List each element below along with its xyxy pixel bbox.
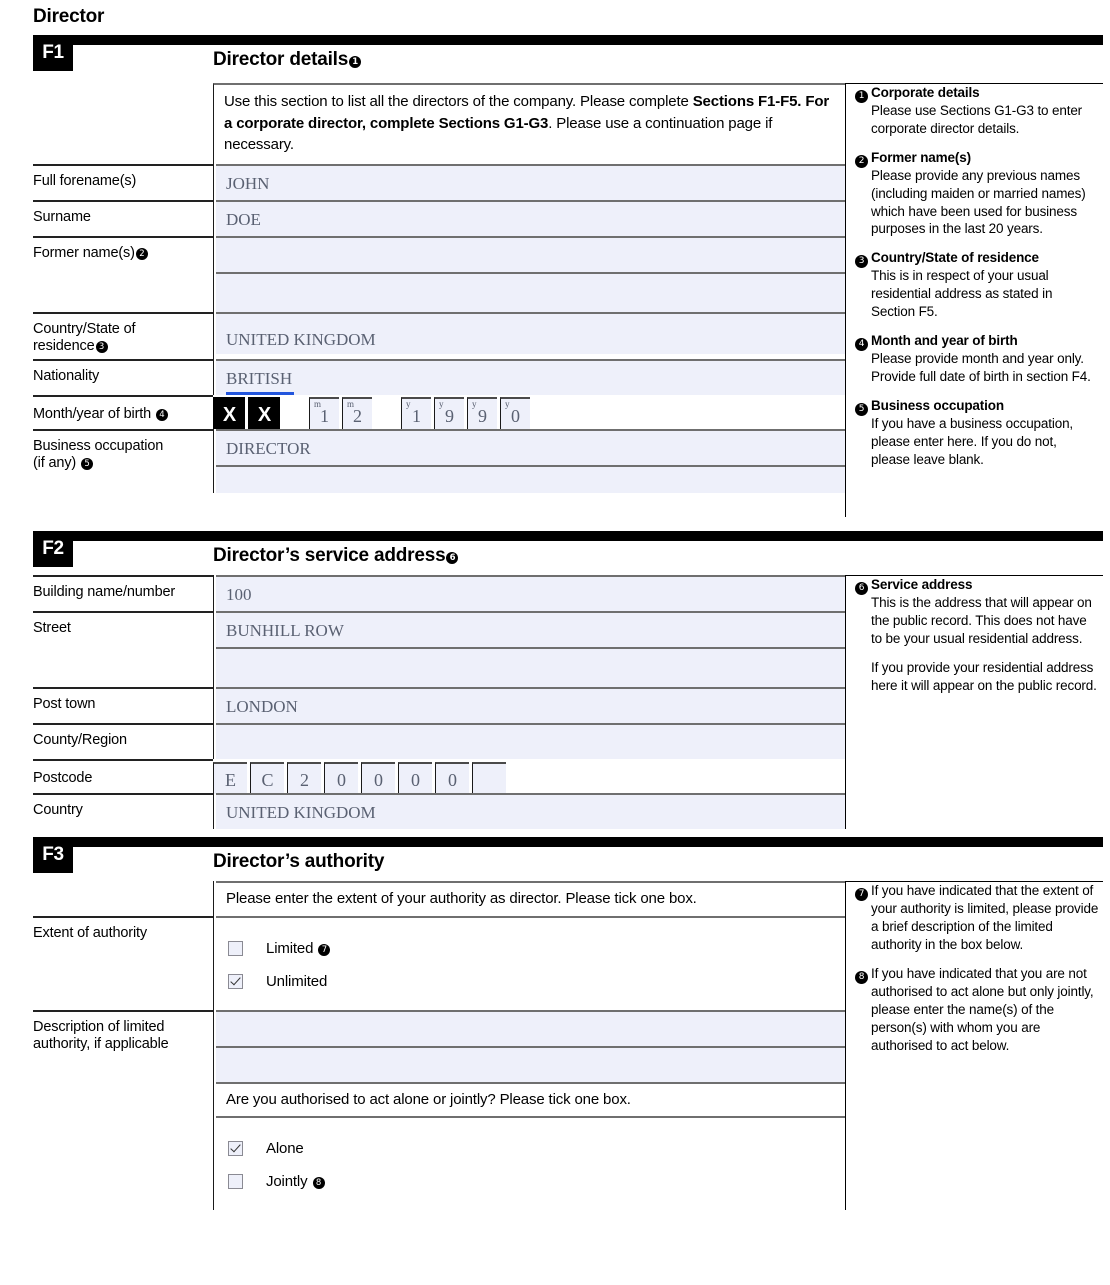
cell-former-names	[213, 236, 845, 312]
note-3	[854, 249, 1099, 321]
input-business-occupation-2[interactable]	[216, 465, 845, 493]
value-business-occupation: DIRECTOR	[226, 439, 311, 459]
label-limited-text: Limited	[266, 939, 314, 957]
row-postcode	[33, 759, 845, 793]
note-7-text: If you have indicated that the extent of your authority is limited, please provide a brief description of the limited authority in the box below.	[871, 883, 1099, 953]
dob-month-sup-2: m	[347, 399, 355, 410]
note-8-marker-cell	[854, 965, 869, 1055]
section-f2-title	[213, 541, 459, 571]
value-full-forenames: JOHN	[226, 174, 270, 194]
dob-year-digit-2: 9	[445, 406, 454, 427]
note-5-body	[869, 397, 1099, 469]
value-country: UNITED KINGDOM	[226, 803, 376, 823]
dob-month-sup-1: m	[314, 399, 322, 410]
note-1	[854, 84, 1099, 138]
dob-year-box-1[interactable]	[401, 397, 431, 429]
note-1-marker-cell	[854, 84, 869, 138]
dob-year-box-3[interactable]	[467, 397, 497, 429]
row-authority-question-1	[33, 881, 845, 916]
section-f3-notes	[845, 881, 1103, 1210]
dob-month-box-1[interactable]	[309, 397, 339, 429]
label-county-region: County/Region	[33, 723, 213, 759]
f1-instruction-text	[213, 83, 845, 164]
option-limited[interactable]	[228, 932, 845, 965]
section-f3-header	[33, 844, 1103, 881]
note-4	[854, 332, 1099, 386]
option-alone[interactable]	[228, 1132, 845, 1165]
note-marker-2-icon: 2	[136, 248, 148, 260]
section-f1-notes	[845, 83, 1103, 517]
label-full-forenames: Full forename(s)	[33, 164, 213, 200]
note-7-body	[869, 882, 1099, 954]
cell-county-region	[213, 723, 845, 759]
extent-options	[216, 916, 845, 1010]
note-marker-4-icon: 4	[156, 409, 168, 421]
label-country-residence-line2: residence	[33, 338, 95, 355]
instruction-label-spacer	[33, 83, 213, 164]
row-surname	[33, 200, 845, 236]
label-spacer-q2	[33, 1082, 213, 1117]
section-f1	[33, 35, 1103, 517]
section-f2-title-text: Director’s service address	[213, 545, 446, 567]
note-1-body	[869, 84, 1099, 138]
note-8-body	[869, 965, 1099, 1055]
input-description-2[interactable]	[216, 1046, 845, 1082]
cell-building	[213, 575, 845, 611]
row-extent-of-authority	[33, 916, 845, 1010]
label-spacer-q1	[33, 881, 213, 916]
cell-country	[213, 793, 845, 829]
note-3-text: This is in respect of your usual residential address as stated in Section F5.	[871, 268, 1053, 320]
label-post-town: Post town	[33, 687, 213, 723]
input-business-occupation-1[interactable]	[216, 429, 845, 465]
label-description-limited-authority	[33, 1010, 213, 1082]
note-6-text: This is the address that will appear on the public record. This does not have to be your usual residential address.	[871, 595, 1092, 647]
dob-redacted-box-2: X	[248, 397, 280, 429]
alone-options	[216, 1116, 845, 1210]
input-former-names-1[interactable]	[216, 236, 845, 272]
label-jointly	[266, 1173, 326, 1190]
note-3-body	[869, 249, 1099, 321]
section-f3-badge: F3	[33, 837, 73, 873]
cell-extent-of-authority	[213, 916, 845, 1010]
section-f1-bar	[33, 35, 1103, 45]
note-2-body	[869, 149, 1099, 239]
row-description-limited-authority	[33, 1010, 845, 1082]
input-building[interactable]	[216, 575, 845, 611]
option-unlimited[interactable]	[228, 965, 845, 998]
note-2-text: Please provide any previous names (including maiden or married names) which have been used for business purposes in the last 20 years.	[871, 167, 1086, 237]
checkbox-alone[interactable]	[228, 1141, 243, 1156]
postcode-box-1[interactable]: E	[213, 762, 247, 794]
section-f2-notes	[845, 575, 1103, 829]
dob-year-sup-2: y	[439, 399, 444, 410]
label-surname: Surname	[33, 200, 213, 236]
note-3-marker-icon: 3	[855, 255, 868, 268]
note-6	[854, 576, 1099, 695]
cell-surname	[213, 200, 845, 236]
row-business-occupation	[33, 429, 845, 493]
dob-year-digit-1: 1	[412, 406, 421, 427]
note-1-text: Please use Sections G1-G3 to enter corporate director details.	[871, 102, 1083, 136]
note-2	[854, 149, 1099, 239]
row-alone-jointly	[33, 1116, 845, 1210]
dob-month-digit-2: 2	[353, 406, 362, 427]
checkbox-limited[interactable]	[228, 941, 243, 956]
authority-question-2-text: Are you authorised to act alone or jointly? Please tick one box.	[216, 1082, 845, 1117]
label-month-year-birth-text: Month/year of birth	[33, 406, 152, 423]
row-month-year-birth	[33, 395, 845, 429]
label-country-residence	[33, 312, 213, 359]
cell-authority-question-2	[213, 1082, 845, 1117]
note-5-title: Business occupation	[871, 398, 1004, 414]
label-description-line1: Description of limited	[33, 1018, 165, 1035]
cell-post-town	[213, 687, 845, 723]
note-6-body	[869, 576, 1099, 695]
value-building: 100	[226, 585, 252, 605]
note-marker-7-icon: 7	[318, 944, 330, 956]
section-f2-bar	[33, 531, 1103, 541]
row-authority-question-2	[33, 1082, 845, 1117]
note-8-marker-icon: 8	[855, 971, 868, 984]
label-limited	[266, 940, 331, 957]
note-5	[854, 397, 1099, 469]
section-f3	[33, 837, 1103, 1210]
note-5-marker-cell	[854, 397, 869, 469]
note-marker-1-icon: 1	[349, 56, 361, 68]
label-building: Building name/number	[33, 575, 213, 611]
dob-year-box-2[interactable]	[434, 397, 464, 429]
dob-year-digit-4: 0	[511, 406, 520, 427]
note-5-marker-icon: 5	[855, 403, 868, 416]
note-7	[854, 882, 1099, 954]
dob-month-box-2[interactable]	[342, 397, 372, 429]
value-country-residence: UNITED KINGDOM	[226, 314, 376, 354]
input-country-residence[interactable]	[216, 312, 845, 354]
cell-alone-jointly	[213, 1116, 845, 1210]
input-description-1[interactable]	[216, 1010, 845, 1046]
instruction-row	[33, 83, 845, 164]
label-month-year-birth	[33, 395, 213, 429]
dob-year-sup-4: y	[505, 399, 510, 410]
note-marker-8-icon: 8	[313, 1177, 325, 1189]
row-post-town	[33, 687, 845, 723]
note-4-text: Please provide month and year only. Provide full date of birth in section F4.	[871, 351, 1091, 385]
label-former-names	[33, 236, 213, 312]
section-f1-main	[33, 83, 845, 517]
row-country-residence	[33, 312, 845, 359]
label-business-occupation-line2: (if any)	[33, 455, 77, 472]
note-1-marker-icon: 1	[855, 90, 868, 103]
note-6-marker-icon: 6	[855, 582, 868, 595]
postcode-char-boxes	[213, 759, 845, 793]
input-former-names-2[interactable]	[216, 272, 845, 312]
section-f1-header	[33, 41, 1103, 83]
row-nationality	[33, 359, 845, 395]
section-f1-body	[33, 83, 1103, 517]
postcode-box-7[interactable]: 0	[435, 762, 469, 794]
section-f3-main	[33, 881, 845, 1210]
label-postcode: Postcode	[33, 759, 213, 793]
note-2-title: Former name(s)	[871, 149, 971, 165]
label-extent-of-authority: Extent of authority	[33, 916, 213, 1010]
value-surname: DOE	[226, 210, 261, 230]
note-2-marker-icon: 2	[855, 155, 868, 168]
note-7-marker-icon: 7	[855, 888, 868, 901]
cell-postcode	[213, 759, 845, 793]
section-f2-body	[33, 575, 1103, 829]
note-6-marker-cell	[854, 576, 869, 695]
note-7-marker-cell	[854, 882, 869, 954]
cell-month-year-birth	[213, 395, 845, 429]
row-street	[33, 611, 845, 687]
note-marker-6-icon: 6	[446, 552, 458, 564]
postcode-box-4[interactable]: 0	[324, 762, 358, 794]
input-country[interactable]	[216, 793, 845, 829]
label-nationality: Nationality	[33, 359, 213, 395]
note-5-text: If you have a business occupation, please enter here. If you do not, please leave blank.	[871, 416, 1074, 467]
input-surname[interactable]	[216, 200, 845, 236]
dob-month-digit-1: 1	[320, 406, 329, 427]
cell-street	[213, 611, 845, 687]
cell-business-occupation	[213, 429, 845, 493]
postcode-box-5[interactable]: 0	[361, 762, 395, 794]
input-street-1[interactable]	[216, 611, 845, 647]
note-6-title: Service address	[871, 577, 973, 593]
label-unlimited: Unlimited	[266, 972, 328, 990]
section-f2-header	[33, 538, 1103, 575]
note-marker-3-icon: 3	[96, 341, 108, 353]
section-f3-title	[213, 847, 384, 877]
input-post-town[interactable]	[216, 687, 845, 723]
page-title: Director	[33, 6, 105, 27]
checkbox-jointly[interactable]	[228, 1174, 243, 1189]
cell-nationality	[213, 359, 845, 395]
input-full-forenames[interactable]	[216, 164, 845, 200]
note-8-text: If you have indicated that you are not authorised to act alone but only jointly, please enter the name(s) of the person(s) with whom you are authorised to act below.	[871, 966, 1094, 1053]
input-county-region[interactable]	[216, 723, 845, 759]
label-alone: Alone	[266, 1140, 304, 1158]
input-street-2[interactable]	[216, 647, 845, 687]
note-4-marker-cell	[854, 332, 869, 386]
dob-char-boxes	[213, 395, 845, 429]
postcode-box-6[interactable]: 0	[398, 762, 432, 794]
cell-country-residence	[213, 312, 845, 359]
section-f3-bar	[33, 837, 1103, 847]
row-former-names	[33, 236, 845, 312]
label-description-line2: authority, if applicable	[33, 1035, 169, 1052]
instruction-part2: . Please use a continuation page if necessary.	[224, 114, 773, 154]
cell-full-forenames	[213, 164, 845, 200]
label-spacer-alone	[33, 1116, 213, 1210]
label-street: Street	[33, 611, 213, 687]
label-country: Country	[33, 793, 213, 829]
section-f2	[33, 531, 1103, 829]
note-4-body	[869, 332, 1099, 386]
gap-f1-f2	[0, 517, 1110, 531]
postcode-box-2[interactable]: C	[250, 762, 284, 794]
note-3-title: Country/State of residence	[871, 250, 1039, 266]
label-business-occupation	[33, 429, 213, 493]
note-4-title: Month and year of birth	[871, 333, 1018, 349]
value-street: BUNHILL ROW	[226, 621, 344, 641]
authority-question-1-text: Please enter the extent of your authority as director. Please tick one box.	[216, 881, 845, 916]
dob-redacted-box-1: X	[213, 397, 245, 429]
dob-year-sup-3: y	[472, 399, 477, 410]
instruction-part1: Use this section to list all the directors of the company. Please complete	[224, 92, 693, 110]
dob-year-digit-3: 9	[478, 406, 487, 427]
label-former-names-text: Former name(s)	[33, 245, 135, 262]
note-4-marker-icon: 4	[855, 338, 868, 351]
label-jointly-text: Jointly	[266, 1173, 308, 1191]
gap-f2-f3	[0, 829, 1110, 837]
row-full-forenames	[33, 164, 845, 200]
note-2-marker-cell	[854, 149, 869, 239]
f1-bottom-spacer	[33, 493, 845, 517]
section-f3-body	[33, 881, 1103, 1210]
label-business-occupation-line1: Business occupation	[33, 438, 164, 455]
section-f1-title	[213, 45, 362, 75]
label-country-residence-line1: Country/State of	[33, 321, 136, 338]
cell-description-limited-authority	[213, 1010, 845, 1082]
section-f1-badge: F1	[33, 35, 73, 71]
note-3-marker-cell	[854, 249, 869, 321]
note-6-text-2: If you provide your residential address here it will appear on the public record.	[871, 660, 1097, 694]
instruction-cell	[213, 83, 845, 164]
checkbox-unlimited[interactable]	[228, 974, 243, 989]
note-8	[854, 965, 1099, 1055]
row-county-region	[33, 723, 845, 759]
cell-authority-question-1	[213, 881, 845, 916]
section-f2-main	[33, 575, 845, 829]
section-f2-badge: F2	[33, 531, 73, 567]
value-post-town: LONDON	[226, 697, 298, 717]
dob-year-box-4[interactable]	[500, 397, 530, 429]
row-building	[33, 575, 845, 611]
value-nationality: BRITISH	[226, 361, 292, 395]
dob-year-sup-1: y	[406, 399, 411, 410]
postcode-box-3[interactable]: 2	[287, 762, 321, 794]
section-f1-title-text: Director details	[213, 48, 349, 70]
row-country	[33, 793, 845, 829]
option-jointly[interactable]	[228, 1165, 845, 1198]
postcode-box-8[interactable]	[472, 762, 506, 794]
instruction-bold: Sections F1-F5. For a corporate director, complete Sections G1-G3	[224, 92, 830, 132]
note-marker-5-icon: 5	[81, 458, 93, 470]
note-1-title: Corporate details	[871, 84, 980, 100]
input-nationality[interactable]	[216, 359, 845, 395]
section-f3-title-text: Director’s authority	[213, 851, 385, 873]
